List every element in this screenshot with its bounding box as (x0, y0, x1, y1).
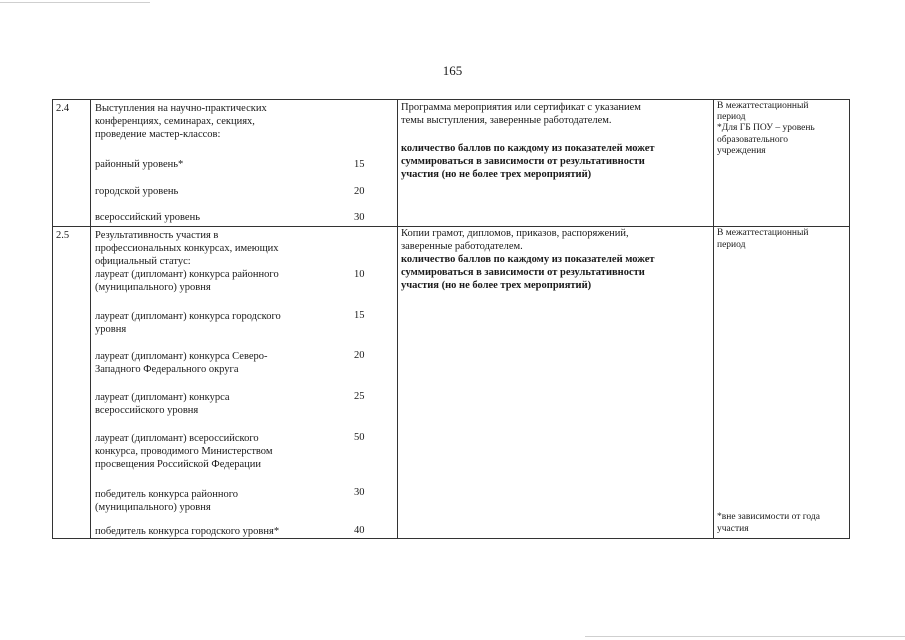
evidence-line: заверенные работодателем. (401, 241, 523, 252)
evidence-line: Программа мероприятия или сертификат с указанием (401, 102, 641, 113)
period-line: образовательного (717, 135, 789, 145)
col-divider-num (90, 99, 91, 539)
level-item: лауреат (дипломант) конкурса (95, 392, 230, 403)
evidence-note-bold: количество баллов по каждому из показателей может (401, 254, 655, 265)
level-points: 10 (354, 269, 365, 280)
level-points: 15 (354, 159, 365, 170)
level-points: 20 (354, 350, 365, 361)
level-item: конкурса, проводимого Министерством (95, 446, 273, 457)
period-line: период (717, 240, 746, 250)
evidence-note-bold: участия (но не более трех мероприятий) (401, 280, 592, 291)
criterion-title-line: профессиональных конкурсах, имеющих (95, 243, 279, 254)
level-points: 50 (354, 432, 365, 443)
level-item: городской уровень (95, 186, 179, 197)
table-border-top (52, 99, 850, 100)
scan-edge-bottom (585, 636, 905, 637)
period-line: *Для ГБ ПОУ – уровень (717, 123, 815, 133)
period-line: В межаттестационный (717, 228, 809, 238)
row-divider (52, 226, 850, 227)
level-item: (муниципального) уровня (95, 282, 211, 293)
row-number: 2.4 (56, 103, 70, 114)
level-item: всероссийского уровня (95, 405, 199, 416)
evidence-note-bold: суммироваться в зависимости от результативности (401, 156, 645, 167)
table-border-right (849, 99, 850, 539)
level-points: 20 (354, 186, 365, 197)
criteria-table (52, 99, 850, 538)
level-points: 25 (354, 391, 365, 402)
evidence-note-bold: количество баллов по каждому из показателей может (401, 143, 655, 154)
period-line: В межаттестационный (717, 101, 809, 111)
level-item: (муниципального) уровня (95, 502, 211, 513)
table-border-left (52, 99, 53, 539)
period-line: учреждения (717, 146, 766, 156)
scan-edge-top (0, 2, 150, 3)
evidence-line: Копии грамот, дипломов, приказов, распоряжений, (401, 228, 629, 239)
level-points: 40 (354, 525, 365, 536)
criterion-title-line: Выступления на научно-практических (95, 103, 267, 114)
period-note: *вне зависимости от года (717, 512, 820, 522)
level-item: лауреат (дипломант) конкурса районного (95, 269, 279, 280)
criterion-title-line: официальный статус: (95, 256, 191, 267)
evidence-line: темы выступления, заверенные работодателем. (401, 115, 612, 126)
period-note: участия (717, 524, 749, 534)
level-points: 30 (354, 487, 365, 498)
level-item: лауреат (дипломант) конкурса Северо- (95, 351, 268, 362)
level-item: лауреат (дипломант) конкурса городского (95, 311, 281, 322)
level-item: победитель конкурса городского уровня* (95, 526, 280, 537)
period-line: период (717, 112, 746, 122)
level-item: всероссийский уровень (95, 212, 201, 223)
level-points: 15 (354, 310, 365, 321)
criterion-title-line: Результативность участия в (95, 230, 219, 241)
level-item: просвещения Российской Федерации (95, 459, 261, 470)
row-number: 2.5 (56, 230, 70, 241)
criterion-title-line: конференциях, семинарах, секциях, (95, 116, 255, 127)
level-item: районный уровень* (95, 159, 184, 170)
level-item: победитель конкурса районного (95, 489, 238, 500)
level-item: лауреат (дипломант) всероссийского (95, 433, 259, 444)
col-divider-evidence (397, 99, 398, 539)
level-item: Западного Федерального округа (95, 364, 239, 375)
page-number: 165 (442, 63, 463, 78)
evidence-note-bold: суммироваться в зависимости от результативности (401, 267, 645, 278)
level-item: уровня (95, 324, 127, 335)
level-points: 30 (354, 212, 365, 223)
evidence-note-bold: участия (но не более трех мероприятий) (401, 169, 592, 180)
col-divider-period (713, 99, 714, 539)
criterion-title-line: проведение мастер-классов: (95, 129, 221, 140)
